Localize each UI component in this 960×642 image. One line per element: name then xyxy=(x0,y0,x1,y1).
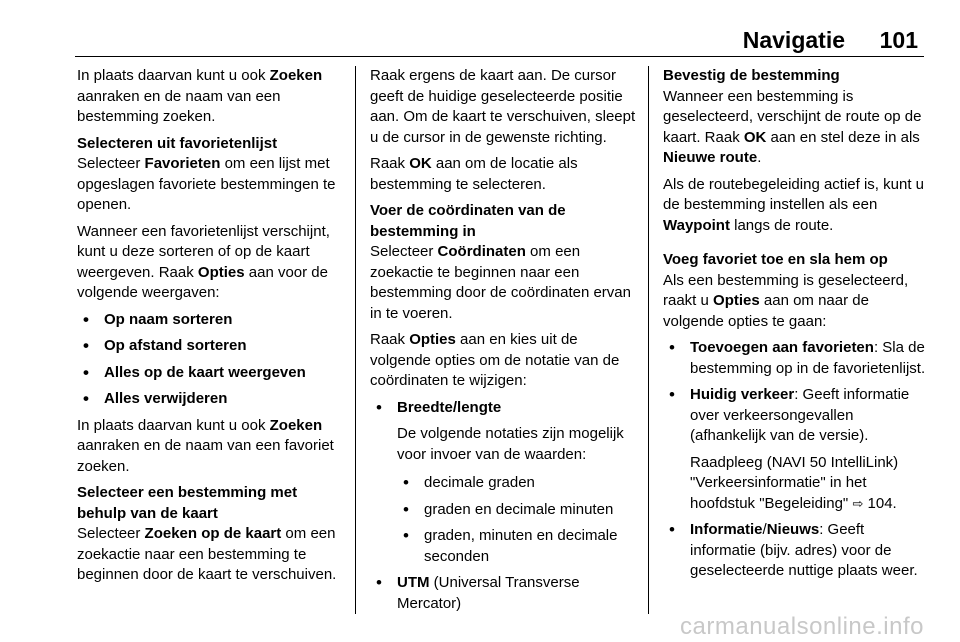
paragraph: In plaats daarvan kunt u ook Zoeken aanraken en de naam van een bestemming zoeken. xyxy=(77,67,323,125)
paragraph: Wanneer een bestemming is geselecteerd, verschijnt de route op de kaart. Raak OK aan en stel deze in als Nieuwe route. xyxy=(663,87,922,166)
subheading: Selecteren uit favorietenlijst xyxy=(77,134,278,152)
bullet-list xyxy=(663,338,933,582)
paragraph: Selecteer Favorieten om een lijst met opgeslagen favoriete bestemmingen te openen. xyxy=(77,155,336,213)
list-item: • Informatie/Nieuws: Geeft informatie (bijv. adres) voor de geselecteerde nuttige plaats weer. xyxy=(663,520,933,582)
subheading: Voer de coördinaten van de bestemming in xyxy=(370,202,566,240)
bullet-list xyxy=(370,398,642,615)
page-number: 101 xyxy=(879,27,918,53)
paragraph: Selecteer Coördinaten om een zoekactie te beginnen naar een bestemming door de coördinaten ervan in te voeren. xyxy=(370,243,631,322)
list-item: • Alles op de kaart weergeven xyxy=(77,363,349,384)
subheading: Selecteer een bestemming met behulp van de kaart xyxy=(77,484,298,522)
list-item: • Huidig verkeer: Geeft informatie over verkeersongevallen (afhankelijk van de versie). Raadpleeg (NAVI 50 IntelliLink) "Verkeersinformatie" in het hoofdstuk "Begeleiding" ⇨ 104. xyxy=(663,385,933,514)
list-item: • Op afstand sorteren xyxy=(77,336,349,357)
paragraph: In plaats daarvan kunt u ook Zoeken aanraken en de naam van een favoriet zoeken. xyxy=(77,416,334,475)
paragraph: Raak OK aan om de locatie als bestemming te selecteren. xyxy=(370,155,578,193)
list-item: • UTM (Universal Transverse Mercator) xyxy=(370,573,642,614)
column-1 xyxy=(77,66,349,592)
page-header xyxy=(0,0,960,58)
list-item: • graden en decimale minuten xyxy=(397,500,642,521)
sub-list xyxy=(397,473,642,567)
paragraph: Raak ergens de kaart aan. De cursor geeft de huidige geselecteerde positie aan. Om de kaart te verschuiven, sleept u de cursor in de gewenste richting. xyxy=(370,67,636,146)
list-item: • Toevoegen aan favorieten: Sla de bestemming op in de favorietenlijst. xyxy=(663,338,933,379)
paragraph: Als een bestemming is geselecteerd, raakt u Opties aan om naar de volgende opties te gaan: xyxy=(663,271,909,330)
paragraph: Selecteer Zoeken op de kaart om een zoekactie naar een bestemming te beginnen door de kaart te verschuiven. xyxy=(77,525,337,583)
section-title: Navigatie xyxy=(742,27,845,53)
list-item: • Op naam sorteren xyxy=(77,310,349,331)
subheading: Voeg favoriet toe en sla hem op xyxy=(663,251,888,268)
list-item: • Breedte/lengte De volgende notaties zijn mogelijk voor invoer van de waarden: • decimale graden • graden en decimale minuten • graden, minuten en decimale seconden xyxy=(370,398,642,568)
paragraph: Wanneer een favorietenlijst verschijnt, kunt u deze sorteren of op de kaart weergeven. Raak Opties aan voor de volgende weergaven: xyxy=(77,222,330,301)
column-2 xyxy=(370,66,642,620)
column-divider xyxy=(648,66,649,614)
column-3 xyxy=(663,66,933,588)
page-reference-icon: ⇨ xyxy=(852,495,864,511)
list-item: • decimale graden xyxy=(397,473,642,494)
watermark: carmanualsonline.info xyxy=(680,613,924,640)
bullet-list xyxy=(77,310,349,410)
column-divider xyxy=(355,66,356,614)
paragraph: Raak Opties aan en kies uit de volgende opties om de notatie van de coördinaten te wijzigen: xyxy=(370,331,620,389)
cross-reference: Raadpleeg (NAVI 50 IntelliLink) "Verkeersinformatie" in het hoofdstuk "Begeleiding" ⇨ 104. xyxy=(690,453,899,512)
paragraph: Als de routebegeleiding actief is, kunt u de bestemming instellen als een Waypoint langs de route. xyxy=(663,175,924,234)
list-item: • Alles verwijderen xyxy=(77,389,349,410)
list-item: • graden, minuten en decimale seconden xyxy=(397,526,642,567)
header-rule xyxy=(75,56,924,57)
subheading: Bevestig de bestemming xyxy=(663,67,840,84)
